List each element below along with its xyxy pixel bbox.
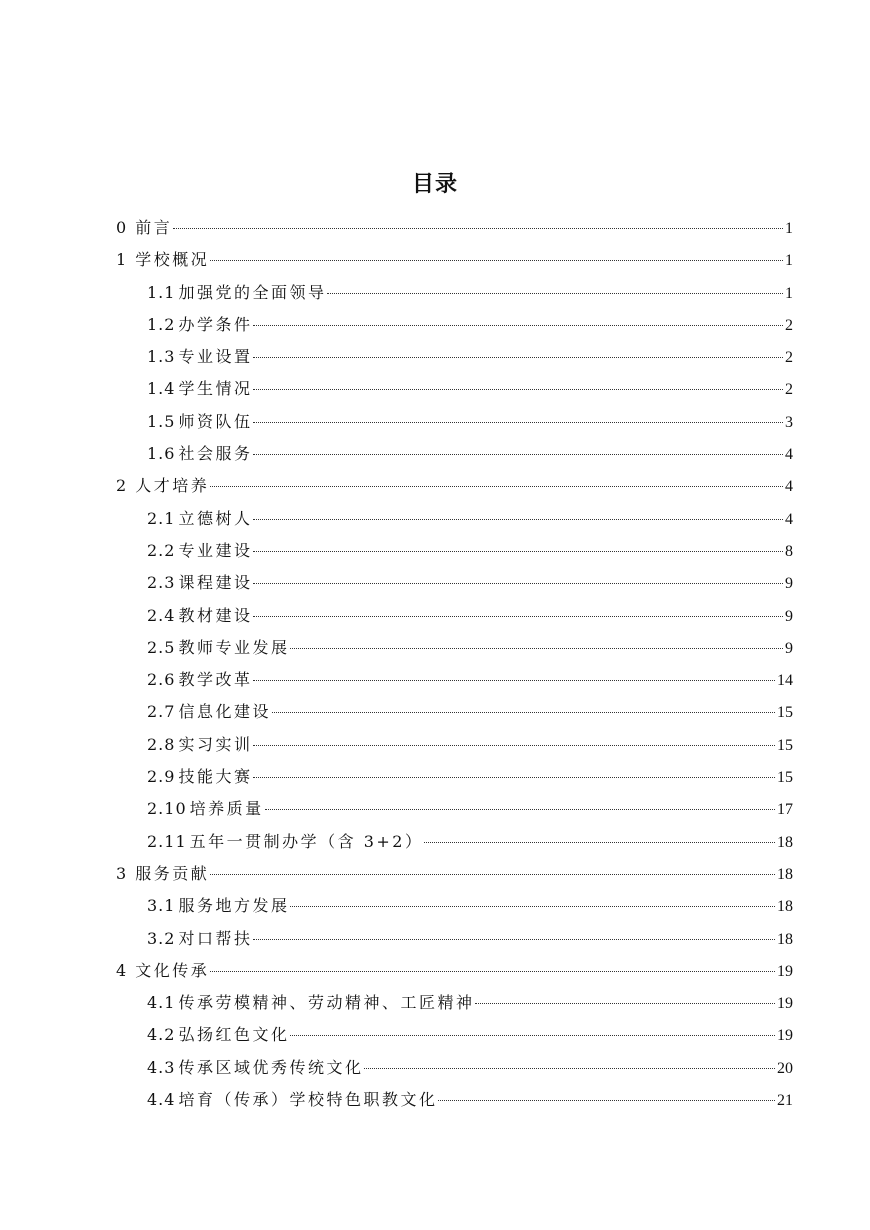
toc-entry[interactable]	[116, 955, 793, 987]
toc-entry-title: 服务地方发展	[178, 896, 290, 916]
toc-entry-number: 2.7	[147, 702, 176, 722]
toc-entry-title: 专业设置	[178, 347, 253, 367]
toc-entry-title: 前言	[135, 218, 173, 237]
dot-leader	[290, 1035, 775, 1036]
table-of-contents	[116, 212, 793, 1116]
toc-entry-title: 文化传承	[135, 960, 210, 980]
dot-leader	[290, 648, 783, 649]
dot-leader	[253, 745, 775, 746]
dot-leader	[290, 906, 775, 907]
toc-entry-number: 3.2	[147, 928, 176, 948]
toc-entry-page-number: 18	[777, 930, 793, 948]
toc-entry-number: 2.9	[147, 767, 176, 787]
toc-entry[interactable]	[116, 438, 793, 470]
toc-entry-page-number: 4	[785, 478, 793, 496]
toc-entry-number: 1.3	[147, 347, 176, 367]
toc-entry-number: 3.1	[147, 896, 176, 916]
toc-entry[interactable]	[116, 761, 793, 793]
dot-leader	[253, 551, 783, 552]
toc-entry-title: 五年一贯制办学（含 3+2）	[189, 831, 424, 851]
dot-leader	[210, 260, 783, 261]
toc-entry-title: 立德树人	[178, 508, 253, 528]
dot-leader	[173, 228, 783, 229]
toc-entry-page-number: 2	[785, 349, 793, 367]
toc-entry-page-number: 9	[785, 607, 793, 625]
toc-entry-number: 1.1	[147, 282, 176, 302]
toc-entry-page-number: 1	[785, 284, 793, 302]
toc-entry[interactable]	[116, 503, 793, 535]
toc-entry-title: 服务贡献	[135, 863, 210, 883]
toc-entry[interactable]	[116, 632, 793, 664]
toc-entry-number: 2.2	[147, 540, 176, 560]
toc-entry-page-number: 15	[777, 704, 793, 722]
toc-entry-page-number: 17	[777, 801, 793, 819]
toc-entry[interactable]	[116, 406, 793, 438]
toc-entry[interactable]	[116, 535, 793, 567]
toc-entry-page-number: 19	[777, 962, 793, 980]
toc-entry[interactable]	[116, 1052, 793, 1084]
toc-entry-title: 实习实训	[178, 734, 253, 754]
dot-leader	[253, 357, 783, 358]
toc-entry-number: 4.3	[147, 1057, 176, 1077]
dot-leader	[272, 712, 775, 713]
toc-entry-title: 信息化建设	[178, 702, 271, 722]
toc-entry-page-number: 4	[785, 510, 793, 528]
toc-entry-title: 办学条件	[178, 314, 253, 334]
toc-entry[interactable]	[116, 1084, 793, 1116]
toc-entry-title: 培育（传承）学校特色职教文化	[178, 1090, 438, 1110]
toc-entry-title: 学生情况	[178, 379, 253, 399]
dot-leader	[253, 454, 783, 455]
toc-entry[interactable]	[116, 600, 793, 632]
toc-entry[interactable]	[116, 212, 793, 244]
toc-entry-page-number: 3	[785, 413, 793, 431]
toc-entry-title: 弘扬红色文化	[178, 1025, 290, 1045]
dot-leader	[424, 842, 775, 843]
toc-entry-number: 2	[116, 476, 128, 496]
toc-entry-page-number: 19	[777, 995, 793, 1013]
toc-entry[interactable]	[116, 470, 793, 502]
toc-entry-title: 社会服务	[178, 444, 253, 464]
toc-entry[interactable]	[116, 244, 793, 276]
dot-leader	[253, 389, 783, 390]
toc-entry-page-number: 18	[777, 865, 793, 883]
dot-leader	[253, 422, 783, 423]
toc-entry-number: 1	[116, 250, 128, 270]
toc-entry-title: 课程建设	[178, 573, 253, 593]
toc-entry-page-number: 4	[785, 446, 793, 464]
toc-entry-page-number: 15	[777, 769, 793, 787]
toc-entry-title: 传承劳模精神、劳动精神、工匠精神	[178, 993, 475, 1013]
toc-entry-title: 教材建设	[178, 605, 253, 625]
toc-entry-page-number: 21	[777, 1092, 793, 1110]
toc-entry-number: 2.5	[147, 637, 176, 657]
toc-entry-number: 1.2	[147, 314, 176, 334]
toc-entry-title: 学校概况	[135, 250, 210, 270]
toc-entry-number: 1.5	[147, 411, 176, 431]
toc-entry-number: 2.8	[147, 734, 176, 754]
toc-entry-number: 4.4	[147, 1090, 176, 1110]
toc-entry[interactable]	[116, 1019, 793, 1051]
toc-entry-number: 4.1	[147, 993, 176, 1013]
dot-leader	[327, 293, 783, 294]
toc-entry[interactable]	[116, 373, 793, 405]
dot-leader	[253, 680, 775, 681]
toc-entry-title: 培养质量	[189, 799, 264, 819]
dot-leader	[253, 616, 783, 617]
toc-entry-number: 2.6	[147, 670, 176, 690]
toc-entry-page-number: 18	[777, 833, 793, 851]
toc-entry-number: 2.10	[147, 799, 187, 819]
toc-entry-page-number: 19	[777, 1027, 793, 1045]
toc-entry-page-number: 1	[785, 252, 793, 270]
dot-leader	[253, 583, 783, 584]
toc-entry-number: 0	[116, 218, 128, 237]
toc-entry-number: 2.3	[147, 573, 176, 593]
toc-entry-title: 对口帮扶	[178, 928, 253, 948]
toc-entry-page-number: 2	[785, 316, 793, 334]
toc-entry-title: 加强党的全面领导	[178, 282, 327, 302]
toc-entry-number: 2.1	[147, 508, 176, 528]
dot-leader	[253, 939, 775, 940]
toc-entry[interactable]	[116, 277, 793, 309]
dot-leader	[210, 971, 775, 972]
toc-entry-page-number: 18	[777, 898, 793, 916]
toc-entry[interactable]	[116, 858, 793, 890]
toc-entry-number: 1.6	[147, 444, 176, 464]
dot-leader	[475, 1003, 775, 1004]
toc-entry-title: 专业建设	[178, 540, 253, 560]
toc-entry-title: 师资队伍	[178, 411, 253, 431]
dot-leader	[253, 777, 775, 778]
toc-entry[interactable]	[116, 826, 793, 858]
toc-entry[interactable]	[116, 567, 793, 599]
toc-entry-title: 传承区域优秀传统文化	[178, 1057, 364, 1077]
toc-entry-number: 2.11	[147, 831, 187, 851]
toc-entry-number: 1.4	[147, 379, 176, 399]
toc-entry-number: 4.2	[147, 1025, 176, 1045]
toc-entry-number: 4	[116, 960, 128, 980]
toc-entry[interactable]	[116, 664, 793, 696]
toc-entry-page-number: 8	[785, 542, 793, 560]
toc-entry-number: 3	[116, 863, 128, 883]
toc-entry[interactable]	[116, 890, 793, 922]
toc-entry-page-number: 20	[777, 1059, 793, 1077]
toc-entry-page-number: 9	[785, 575, 793, 593]
toc-entry-title: 技能大赛	[178, 767, 253, 787]
dot-leader	[253, 519, 783, 520]
dot-leader	[438, 1100, 775, 1101]
toc-entry-title: 教师专业发展	[178, 637, 290, 657]
toc-entry-page-number: 14	[777, 672, 793, 690]
toc-entry[interactable]	[116, 729, 793, 761]
toc-entry[interactable]	[116, 341, 793, 373]
dot-leader	[210, 486, 783, 487]
dot-leader	[265, 809, 775, 810]
dot-leader	[253, 325, 783, 326]
toc-entry[interactable]	[116, 309, 793, 341]
toc-entry[interactable]	[116, 923, 793, 955]
page-title: 目录	[411, 172, 458, 197]
toc-entry-title: 人才培养	[135, 476, 210, 496]
toc-entry[interactable]	[116, 793, 793, 825]
dot-leader	[364, 1068, 775, 1069]
toc-entry-page-number: 2	[785, 381, 793, 399]
toc-entry-number: 2.4	[147, 605, 176, 625]
toc-entry[interactable]	[116, 987, 793, 1019]
toc-entry-page-number: 1	[785, 220, 793, 237]
toc-entry-page-number: 15	[777, 736, 793, 754]
toc-entry[interactable]	[116, 696, 793, 728]
toc-entry-page-number: 9	[785, 639, 793, 657]
dot-leader	[210, 874, 775, 875]
toc-entry-title: 教学改革	[178, 670, 253, 690]
